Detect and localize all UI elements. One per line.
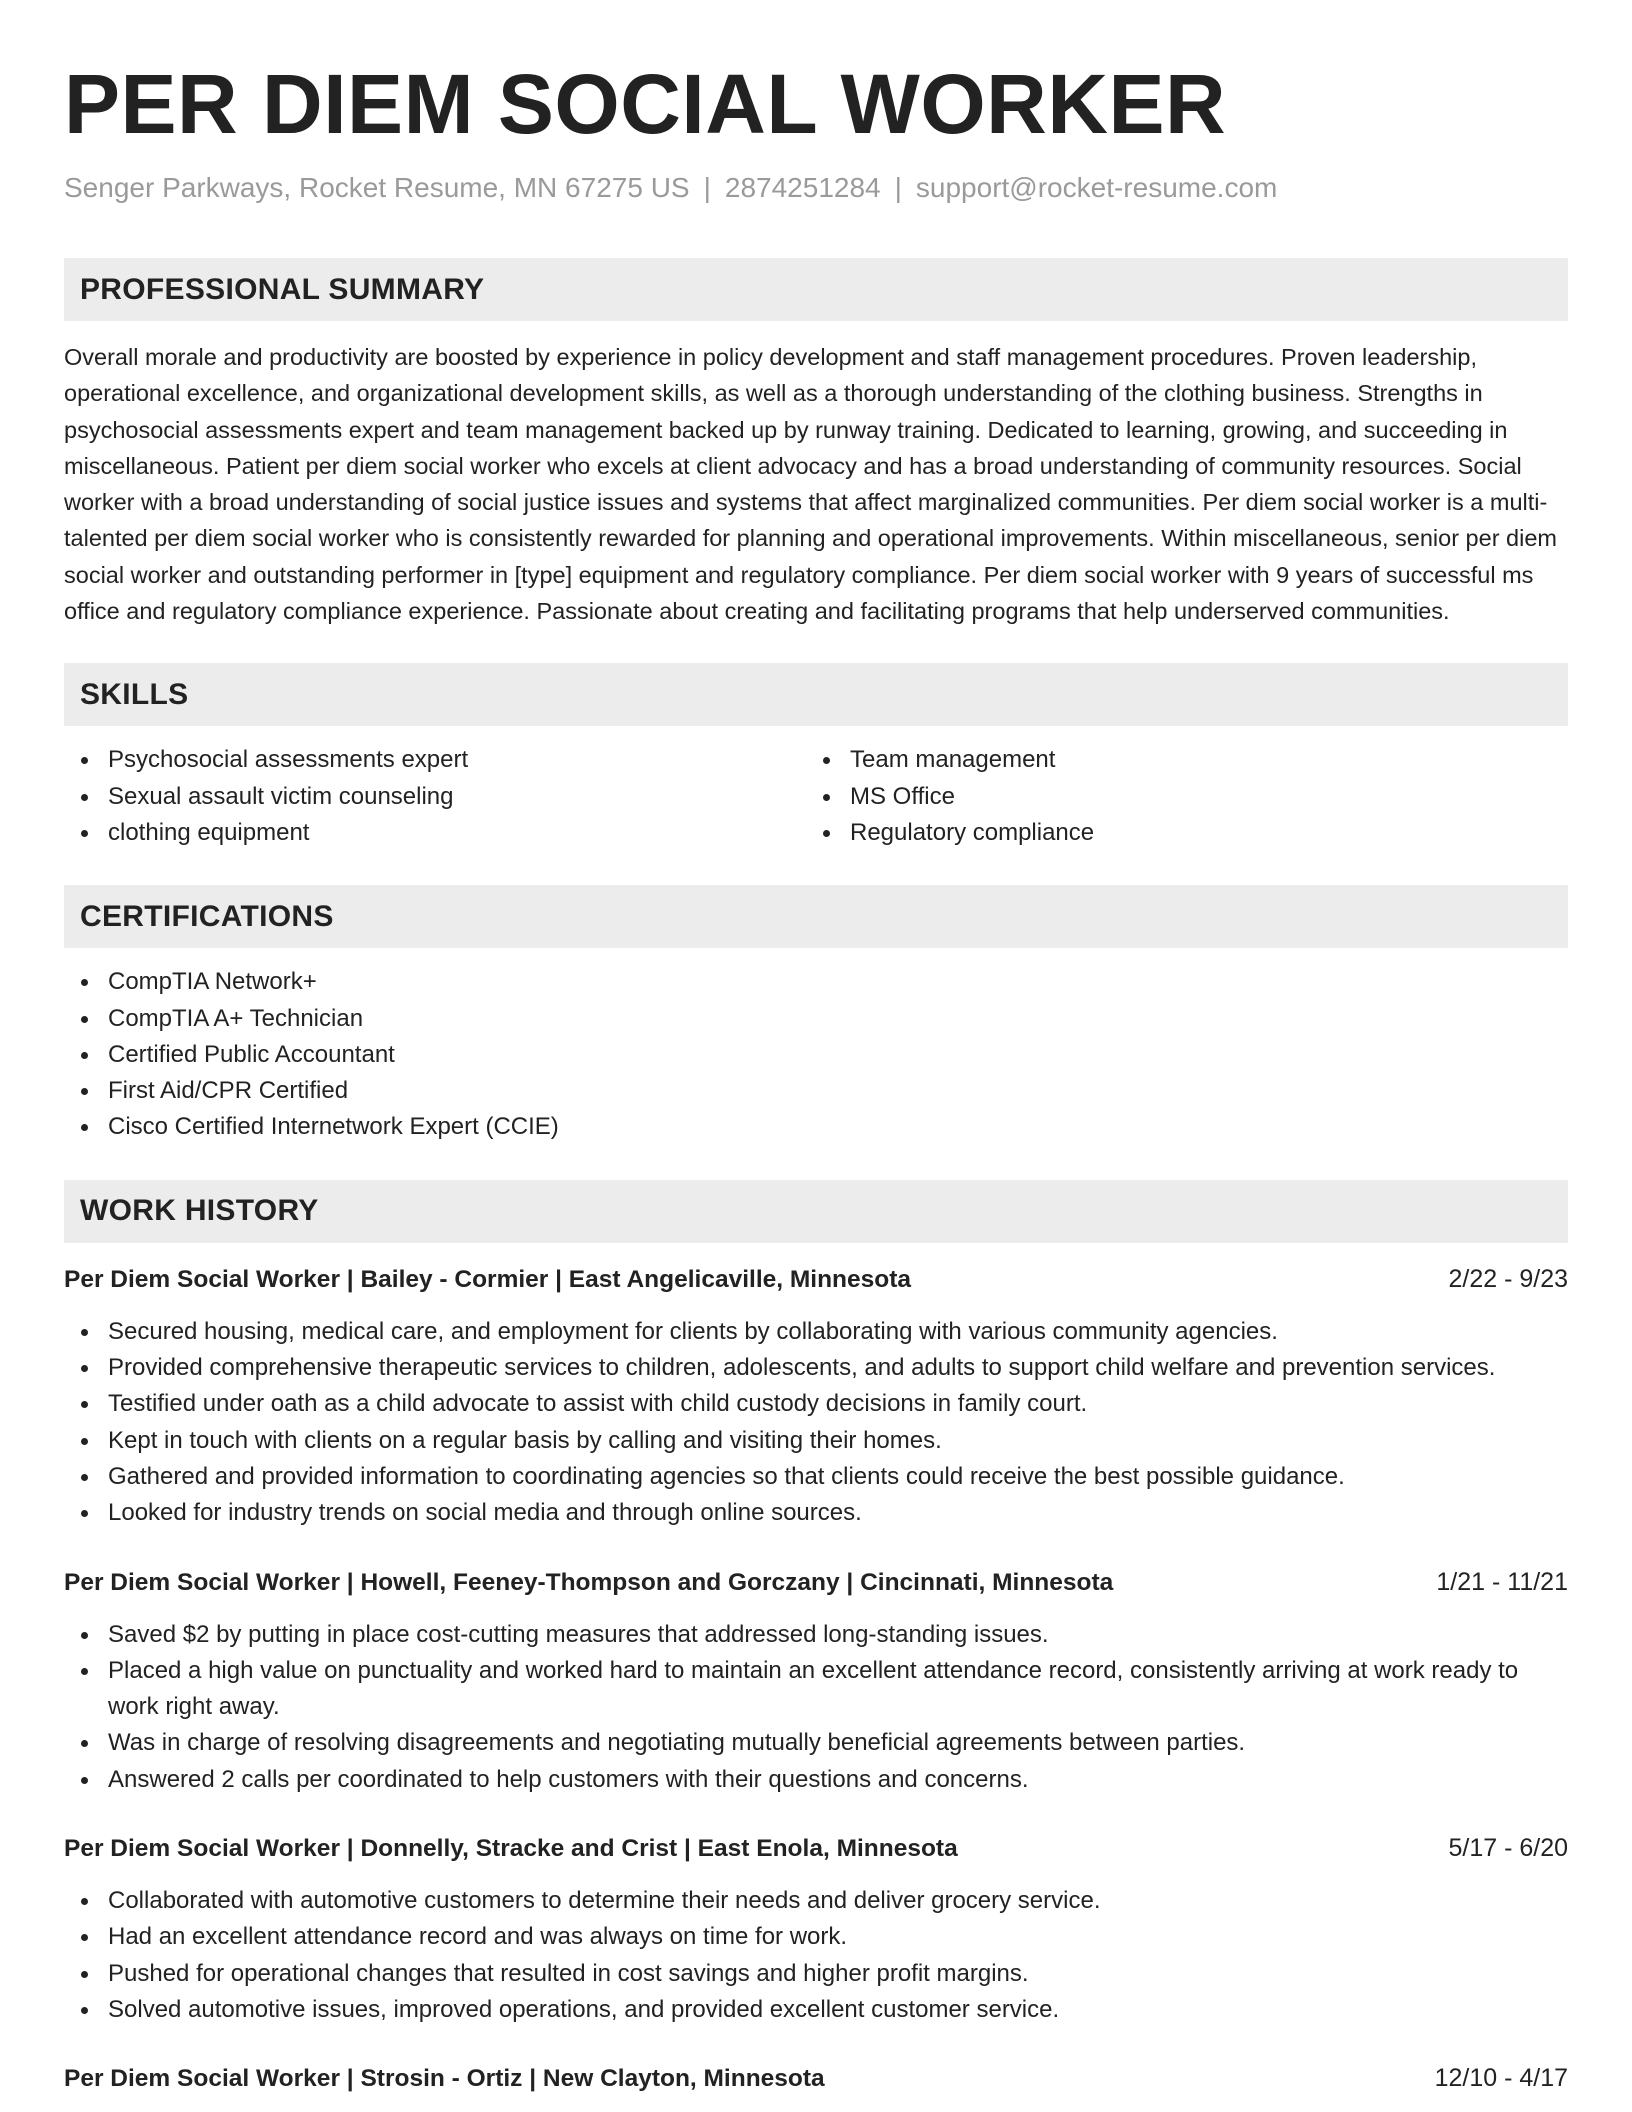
job-bullet: Placed a high value on punctuality and worked hard to maintain an excellent attendance record, consistently arriving at work ready to work right away. bbox=[64, 1653, 1568, 1726]
job-bullet: Kept in touch with clients on a regular basis by calling and visiting their homes. bbox=[64, 1423, 1568, 1459]
skills-column-right bbox=[806, 742, 1548, 851]
job-title: Per Diem Social Worker | Bailey - Cormier | East Angelicaville, Minnesota bbox=[64, 1265, 912, 1293]
skill-item: MS Office bbox=[806, 779, 1548, 815]
job-bullet: Pushed for operational changes that resulted in cost savings and higher profit margins. bbox=[64, 1956, 1568, 1992]
job-header bbox=[64, 1261, 1568, 1298]
certification-item: CompTIA A+ Technician bbox=[64, 1001, 1568, 1037]
job-bullets bbox=[64, 1617, 1568, 1798]
job-entry bbox=[64, 1564, 1568, 1798]
job-bullet: Answered 2 calls per coordinated to help customers with their questions and concerns. bbox=[64, 1762, 1568, 1798]
job-bullet: Looked for industry trends on social media and through online sources. bbox=[64, 1495, 1568, 1531]
certification-item: Certified Public Accountant bbox=[64, 1037, 1568, 1073]
certifications-list bbox=[64, 964, 1568, 1145]
job-bullet: Collaborated with automotive customers to determine their needs and deliver grocery service. bbox=[64, 1883, 1568, 1919]
section-header-certifications: CERTIFICATIONS bbox=[64, 885, 1568, 948]
job-dates: 5/17 - 6/20 bbox=[1448, 1834, 1568, 1863]
section-header-skills: SKILLS bbox=[64, 663, 1568, 726]
job-title: Per Diem Social Worker | Howell, Feeney-Thompson and Gorczany | Cincinnati, Minnesota bbox=[64, 1568, 1114, 1596]
certification-item: CompTIA Network+ bbox=[64, 964, 1568, 1000]
job-bullet: Gathered and provided information to coordinating agencies so that clients could receive the best possible guidance. bbox=[64, 1459, 1568, 1495]
job-bullet: Secured housing, medical care, and employment for clients by collaborating with various community agencies. bbox=[64, 1314, 1568, 1350]
job-bullets bbox=[64, 1883, 1568, 2028]
job-bullets bbox=[64, 1314, 1568, 1532]
section-header-work-history: WORK HISTORY bbox=[64, 1180, 1568, 1243]
job-bullet: Testified under oath as a child advocate to assist with child custody decisions in family court. bbox=[64, 1386, 1568, 1422]
skill-item: Sexual assault victim counseling bbox=[64, 779, 806, 815]
job-entry bbox=[64, 1261, 1568, 1532]
job-bullet: Had an excellent attendance record and was always on time for work. bbox=[64, 1919, 1568, 1955]
job-title: Per Diem Social Worker | Strosin - Ortiz | New Clayton, Minnesota bbox=[64, 2065, 825, 2093]
skill-item: Team management bbox=[806, 742, 1548, 778]
contact-phone: 2874251284 bbox=[724, 172, 881, 203]
job-bullet: Saved $2 by putting in place cost-cutting measures that addressed long-standing issues. bbox=[64, 1617, 1568, 1653]
contact-separator: | bbox=[703, 172, 711, 203]
skill-item: Regulatory compliance bbox=[806, 815, 1548, 851]
certification-item: First Aid/CPR Certified bbox=[64, 1073, 1568, 1109]
contact-address: Senger Parkways, Rocket Resume, MN 67275 US bbox=[64, 172, 690, 203]
job-dates: 12/10 - 4/17 bbox=[1434, 2064, 1568, 2093]
skill-item: clothing equipment bbox=[64, 815, 806, 851]
job-header bbox=[64, 1830, 1568, 1867]
candidate-name: PER DIEM SOCIAL WORKER bbox=[64, 57, 1227, 151]
job-title: Per Diem Social Worker | Donnelly, Stracke and Crist | East Enola, Minnesota bbox=[64, 1835, 958, 1863]
job-header bbox=[64, 2060, 1568, 2097]
job-bullet: Provided comprehensive therapeutic services to children, adolescents, and adults to support child welfare and prevention services. bbox=[64, 1350, 1568, 1386]
job-bullet: Was in charge of resolving disagreements and negotiating mutually beneficial agreements between parties. bbox=[64, 1725, 1568, 1761]
job-entry bbox=[64, 1830, 1568, 2028]
skills-column-left bbox=[64, 742, 806, 851]
skill-item: Psychosocial assessments expert bbox=[64, 742, 806, 778]
job-dates: 1/21 - 11/21 bbox=[1436, 1567, 1568, 1596]
summary-text: Overall morale and productivity are boosted by experience in policy development and staff management procedures. Proven leadership, operational excellence, and organizational development skills, as well as a thorough understanding of the clothing business. Strengths in psychosocial assessments expert and team management backed up by runway training. Dedicated to learning, growing, and succeeding in miscellaneous. Patient per diem social worker who excels at client advocacy and has a broad understanding of community resources. Social worker with a broad understanding of social justice issues and systems that affect marginalized communities. Per diem social worker is a multi-talented per diem social worker who is consistently rewarded for planning and operational improvements. Within miscellaneous, senior per diem social worker and outstanding performer in [type] equipment and regulatory compliance. Per diem social worker with 9 years of successful ms office and regulatory compliance experience. Passionate about creating and facilitating programs that help underserved communities. bbox=[64, 344, 1557, 625]
contact-separator: | bbox=[894, 172, 902, 203]
job-entry bbox=[64, 2060, 1568, 2097]
contact-line bbox=[64, 170, 1568, 206]
job-header bbox=[64, 1564, 1568, 1601]
certification-item: Cisco Certified Internetwork Expert (CCIE) bbox=[64, 1109, 1568, 1145]
section-header-summary: PROFESSIONAL SUMMARY bbox=[64, 258, 1568, 321]
job-dates: 2/22 - 9/23 bbox=[1448, 1264, 1568, 1293]
job-bullet: Solved automotive issues, improved operations, and provided excellent customer service. bbox=[64, 1992, 1568, 2028]
skills-list bbox=[64, 742, 1568, 851]
contact-email: support@rocket-resume.com bbox=[915, 172, 1278, 203]
